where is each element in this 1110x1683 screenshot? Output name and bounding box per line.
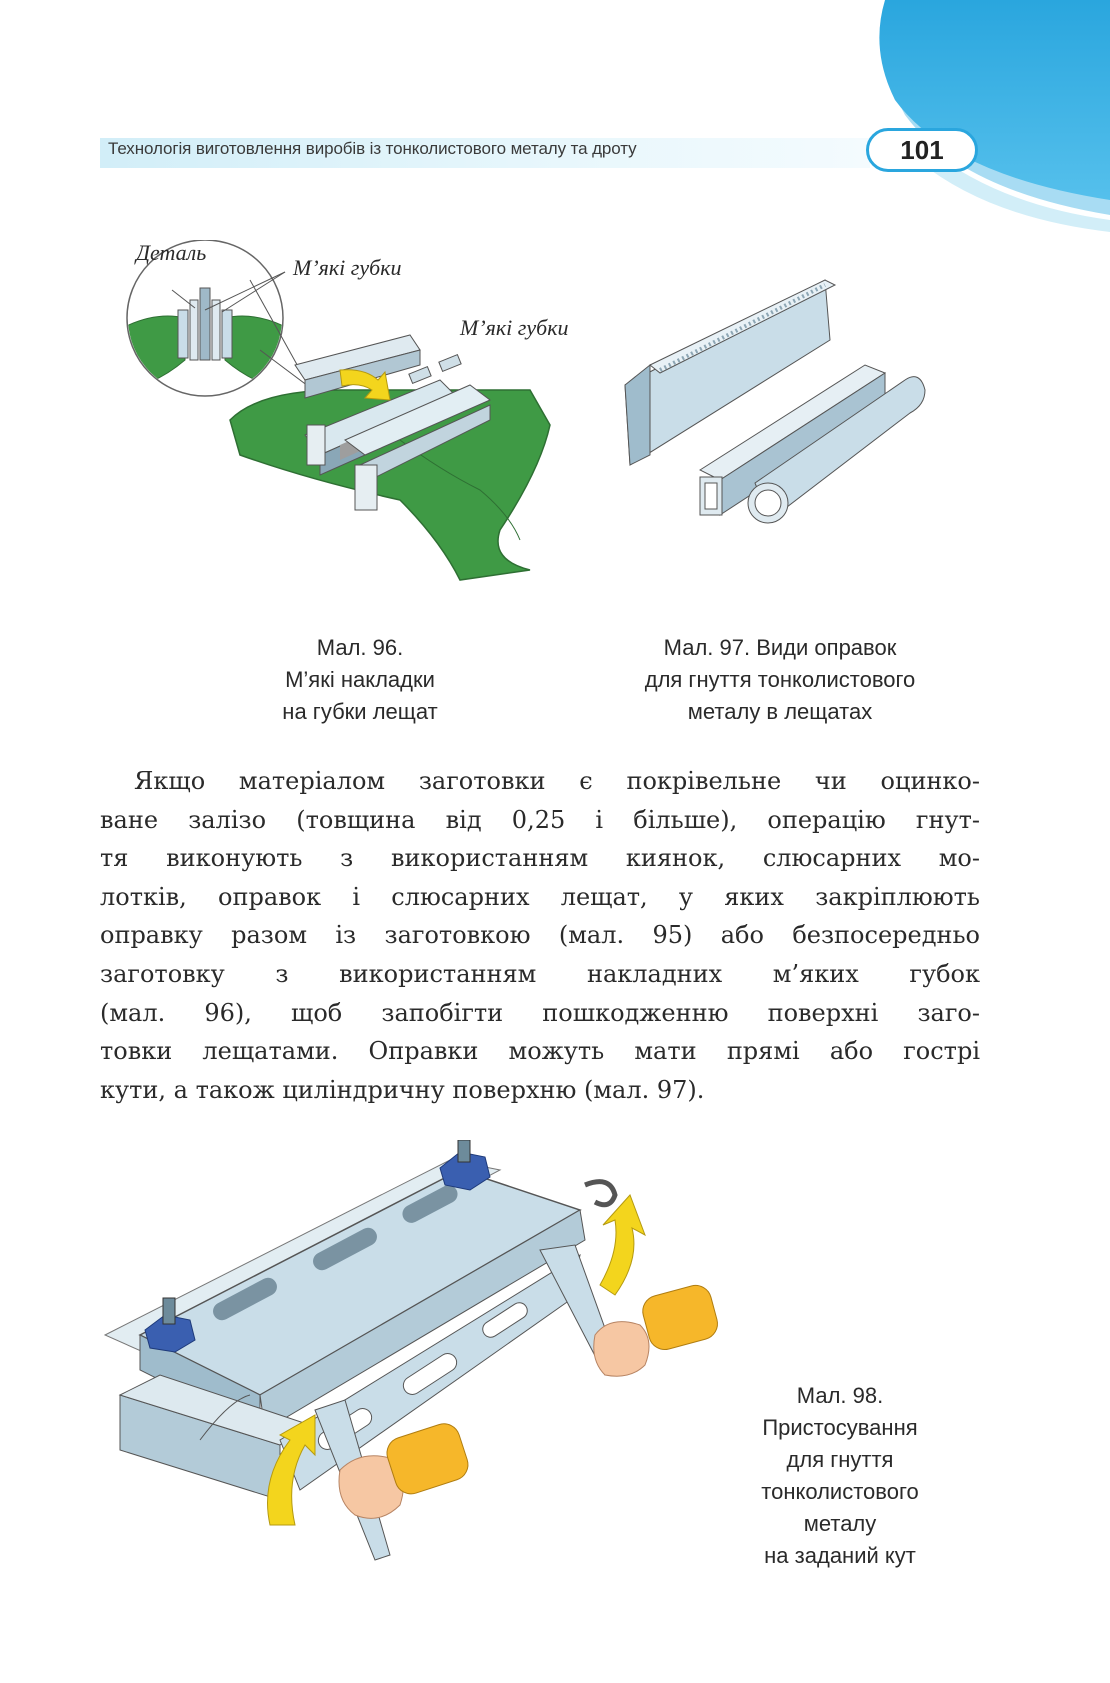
rotation-arrow-right: [600, 1195, 645, 1295]
figure-97-caption: [600, 632, 960, 728]
figure-98-caption-line: Пристосування: [762, 1415, 918, 1440]
figure-97-caption-line: металу в лещатах: [687, 699, 873, 724]
figure-96-caption-line: на губки лещат: [282, 699, 438, 724]
paragraph-line: оправку разом із заготовкою (мал. 95) або безпосередньо: [100, 921, 980, 950]
figure-97-caption-line: для гнуття тонколистового: [644, 667, 916, 692]
figure-96-caption: [230, 632, 490, 728]
page-number: 101: [866, 128, 978, 172]
figure-98-caption-line: на заданий кут: [764, 1543, 916, 1568]
figure-96-vise-illustration: [110, 240, 610, 590]
running-header-title: Технологія виготовлення виробів із тонколистового металу та дроту: [108, 139, 637, 158]
paragraph-line: лотків, оправок і слюсарних лещат, у яких закріплюють: [100, 882, 980, 911]
paragraph-line: тя виконують з використанням киянок, слюсарних мо-: [100, 844, 980, 873]
paragraph-line: ване залізо (товщина від 0,25 і більше), операцію гнут-: [100, 805, 980, 834]
figure-97-mandrels-illustration: [620, 255, 980, 545]
figure-98-caption-line: тонколистового: [761, 1479, 919, 1504]
figure-98-caption: [720, 1380, 960, 1572]
figure-96-caption-line: М’які накладки: [285, 667, 435, 692]
label-detail: Деталь: [136, 240, 207, 265]
figure-97-caption-line: Мал. 97. Види оправок: [663, 635, 897, 660]
paragraph-line: кути, а також циліндричну поверхню (мал. 97).: [100, 1075, 705, 1104]
figure-98-bending-fixture-illustration: [100, 1140, 720, 1580]
figure-98-caption-line: для гнуття: [786, 1447, 894, 1472]
figure-98-caption-line: металу: [803, 1511, 877, 1536]
body-paragraph: [100, 762, 980, 1109]
paragraph-line: товки лещатами. Оправки можуть мати прямі або гострі: [100, 1037, 980, 1066]
paragraph-line: заготовку з використанням накладних м’яких губок: [100, 959, 980, 988]
label-soft-jaws-top: М’які губки: [293, 255, 402, 280]
figure-98-caption-line: Мал. 98.: [796, 1383, 884, 1408]
figure-96-caption-line: Мал. 96.: [316, 635, 404, 660]
paragraph-line: (мал. 96), щоб запобігти пошкодженню поверхні заго-: [100, 998, 980, 1027]
paragraph-line: Якщо матеріалом заготовки є покрівельне чи оцинко-: [134, 767, 980, 795]
label-soft-jaws-side: М’які губки: [460, 315, 569, 340]
